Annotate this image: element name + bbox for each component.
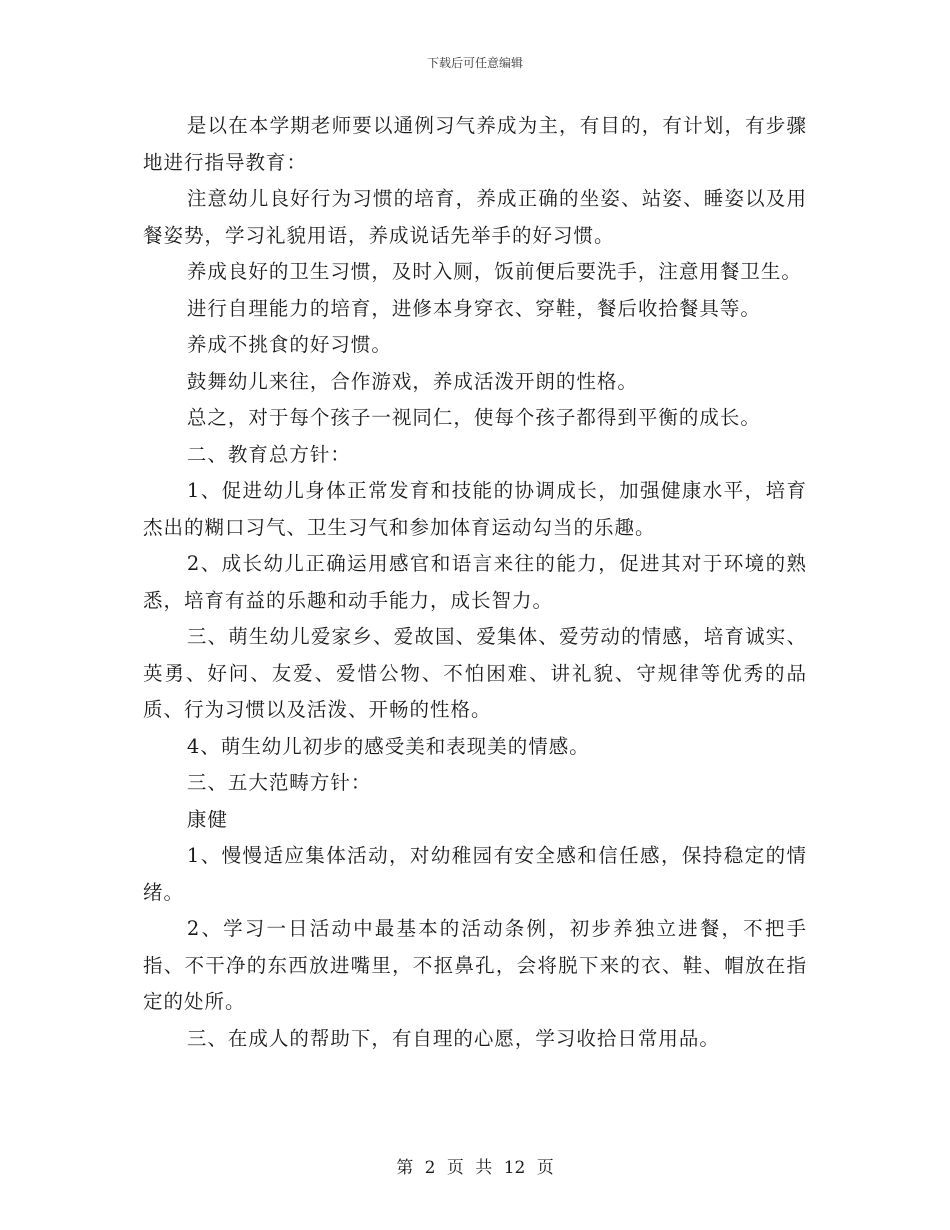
- paragraph: 三、在成人的帮助下，有自理的心愿，学习收拾日常用品。: [186, 1026, 720, 1050]
- paragraph: 是以在本学期老师要以通例习气养成为主，有目的，有计划，有步骤地进行指导教育：: [143, 114, 807, 174]
- paragraph: 总之，对于每个孩子一视同仁，使每个孩子都得到平衡的成长。: [186, 406, 761, 429]
- page-number: 第 2 页 共 12 页: [396, 1158, 554, 1178]
- paragraph: 1、促进幼儿身体正常发育和技能的协调成长，加强健康水平，培育杰出的糊口习气、卫生习气和参加体育运动勾当的乐趣。: [143, 479, 807, 539]
- document-body: [143, 108, 807, 1057]
- paragraph: 4、萌生幼儿初步的感受美和表现美的情感。: [186, 734, 590, 758]
- section-heading: 三、五大范畴方针：: [186, 771, 372, 794]
- section-heading: 二、教育总方针：: [186, 442, 351, 466]
- paragraph: 2、学习一日活动中最基本的活动条例，初步养独立进餐，不把手指、不干净的东西放进嘴里，不抠鼻孔，会将脱下来的衣、鞋、帽放在指定的处所。: [143, 917, 807, 1013]
- page-header-note: 下载后可任意编辑: [426, 56, 523, 70]
- paragraph: 三、萌生幼儿爱家乡、爱故国、爱集体、爱劳动的情感，培育诚实、英勇、好问、友爱、爱惜公物、不怕困难、讲礼貌、守规律等优秀的品质、行为习惯以及活泼、开畅的性格。: [143, 625, 807, 721]
- paragraph: 1、慢慢适应集体活动，对幼稚园有安全感和信任感，保持稳定的情绪。: [143, 844, 807, 904]
- subsection-heading: 康健: [186, 807, 228, 831]
- paragraph: 鼓舞幼儿来往，合作游戏，养成活泼开朗的性格。: [186, 369, 638, 393]
- paragraph: 注意幼儿良好行为习惯的培育，养成正确的坐姿、站姿、睡姿以及用餐姿势，学习礼貌用语，养成说话先举手的好习惯。: [143, 187, 807, 247]
- paragraph: 2、成长幼儿正确运用感官和语言来往的能力，促进其对于环境的熟悉，培育有益的乐趣和动手能力，成长智力。: [143, 552, 807, 612]
- paragraph: 养成不挑食的好习惯。: [186, 333, 392, 356]
- paragraph: 养成良好的卫生习惯，及时入厕，饭前便后要洗手，注意用餐卫生。: [186, 260, 802, 283]
- paragraph: 进行自理能力的培育，进修本身穿衣、穿鞋，餐后收拾餐具等。: [186, 296, 761, 320]
